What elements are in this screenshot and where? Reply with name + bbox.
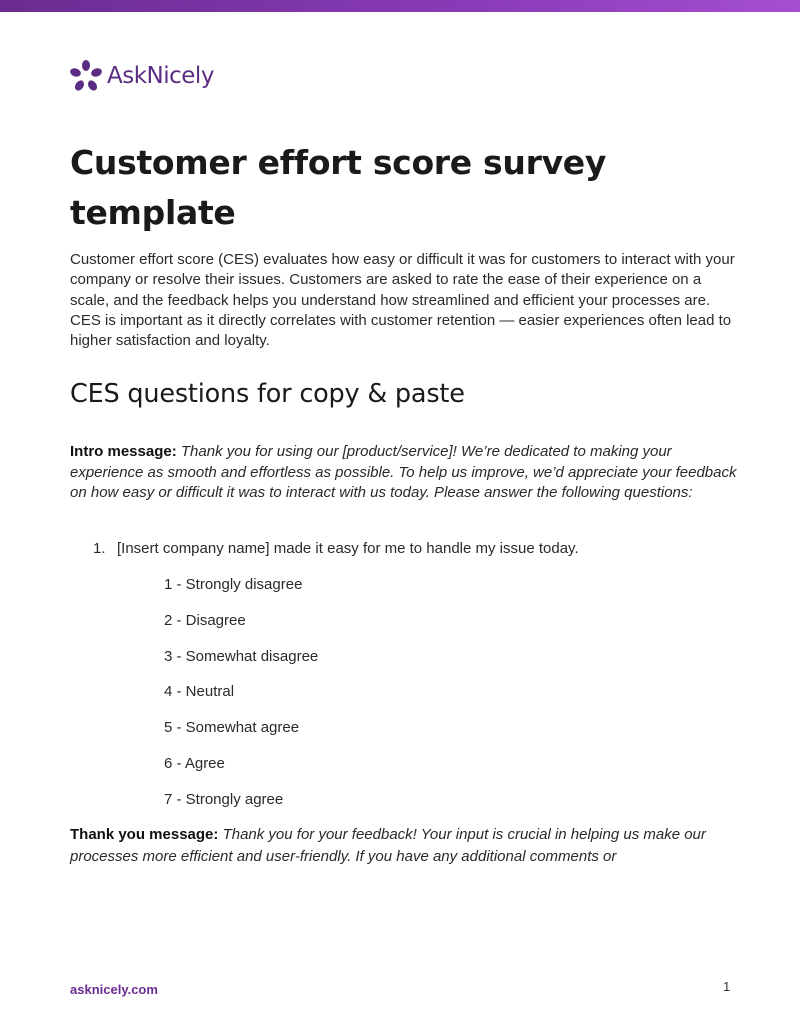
thank-you-text: Thank you for your feedback! Your input is crucial in helping us make our processes more efficient and user-friendly. If you have any additional comments or xyxy=(70,826,706,865)
intro-message-text: Thank you for using our [product/service]! We’re dedicated to making your experience as smooth and effortless as possible. To help us improve, we’d appreciate your feedback on how easy or difficult it was to interact with us today. Please answer the following questions: xyxy=(70,443,737,501)
intro-message xyxy=(70,442,740,504)
answer-option: 7 - Strongly agree xyxy=(164,790,284,808)
answer-options xyxy=(164,575,318,826)
top-accent-bar xyxy=(0,0,800,12)
thank-you-label: Thank you message: xyxy=(70,826,219,843)
section-heading: CES questions for copy & paste xyxy=(70,379,465,409)
brand-logo xyxy=(69,58,214,94)
intro-message-label: Intro message: xyxy=(70,443,177,460)
question-text: [Insert company name] made it easy for me to handle my issue today. xyxy=(117,540,579,557)
intro-paragraph: Customer effort score (CES) evaluates how easy or difficult it was for customers to interact with your company or resolve their issues. Customers are asked to rate the ease of their experience on a scale, and the feedback helps you understand how streamlined and efficient your processes are. CES is important as it directly correlates with customer retention — easier experiences often lead to higher satisfaction and loyalty. xyxy=(70,251,735,350)
answer-option: 2 - Disagree xyxy=(164,611,246,629)
footer-website-link[interactable]: asknicely.com xyxy=(70,982,158,997)
answer-option: 6 - Agree xyxy=(164,754,225,772)
flower-logo-icon xyxy=(69,59,103,93)
answer-option: 3 - Somewhat disagree xyxy=(164,647,319,665)
brand-name: AskNicely xyxy=(107,63,214,89)
question-1 xyxy=(93,539,579,559)
thank-you-message xyxy=(70,824,740,867)
page-title: Customer effort score survey template xyxy=(70,143,607,232)
answer-option: 5 - Somewhat agree xyxy=(164,719,300,737)
answer-option: 4 - Neutral xyxy=(164,683,235,701)
page-number: 1 xyxy=(723,979,731,994)
question-number: 1. xyxy=(93,540,106,557)
answer-option: 1 - Strongly disagree xyxy=(164,576,303,593)
